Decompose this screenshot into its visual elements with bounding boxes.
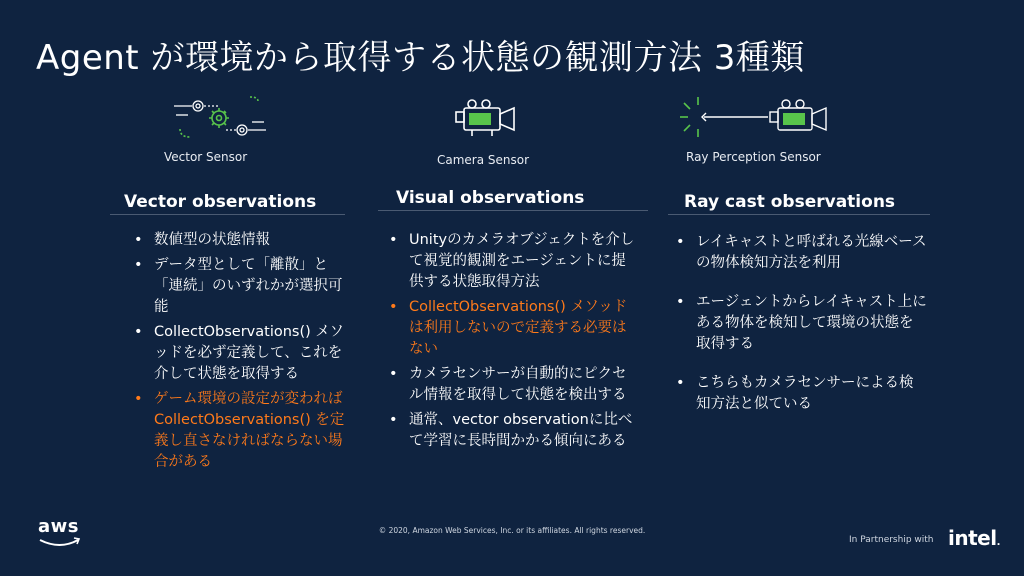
ray-camera-icon xyxy=(676,95,836,141)
intel-logo-text: intel xyxy=(948,526,997,550)
list-item-highlight: • ゲーム環境の設定が変われば CollectObservations() を定義し直さなければならない場合がある xyxy=(130,389,348,473)
vector-heading-divider xyxy=(110,214,345,215)
aws-smile-icon xyxy=(38,537,82,549)
aws-logo-text: aws xyxy=(38,516,79,537)
gear-network-icon xyxy=(170,95,270,145)
visual-observations-heading: Visual observations xyxy=(396,188,585,208)
list-item: • エージェントからレイキャスト上にある物体を検知して環境の状態を取得する xyxy=(672,292,927,355)
vector-bullet-list xyxy=(130,230,348,477)
list-item: • 数値型の状態情報 xyxy=(130,230,348,251)
visual-heading-divider xyxy=(378,210,648,211)
list-item: • Unityのカメラオブジェクトを介して視覚的観測をエージェントに提供する状態取得方法 xyxy=(385,230,640,293)
camera-icon xyxy=(452,98,522,138)
vector-observations-heading: Vector observations xyxy=(124,192,317,212)
list-item: • こちらもカメラセンサーによる検知方法と似ている xyxy=(672,373,927,415)
list-item: • CollectObservations() メソッドを必ず定義して、これを介して状態を取得する xyxy=(130,322,348,385)
ray-sensor-label: Ray Perception Sensor xyxy=(686,150,821,164)
partnership-text: In Partnership with xyxy=(849,535,934,545)
list-item: • 通常、vector observationに比べて学習に長時間かかる傾向にある xyxy=(385,410,640,452)
vector-sensor-label: Vector Sensor xyxy=(164,150,248,164)
raycast-bullet-list xyxy=(672,232,927,433)
list-item: • データ型として「離散」と「連続」のいずれかが選択可能 xyxy=(130,255,348,318)
intel-logo: intel. xyxy=(948,526,1000,550)
list-item: • レイキャストと呼ばれる光線ベースの物体検知方法を利用 xyxy=(672,232,927,274)
raycast-heading-divider xyxy=(668,214,930,215)
page-title: Agent が環境から取得する状態の観測方法 3種類 xyxy=(36,38,805,78)
visual-bullet-list xyxy=(385,230,640,456)
list-item-highlight: • CollectObservations() メソッドは利用しないので定義する必要はない xyxy=(385,297,640,360)
raycast-observations-heading: Ray cast observations xyxy=(684,192,896,212)
list-item: • カメラセンサーが自動的にピクセル情報を取得して状態を検出する xyxy=(385,364,640,406)
copyright-text: © 2020, Amazon Web Services, Inc. or its affiliates. All rights reserved. xyxy=(378,526,646,535)
camera-sensor-label: Camera Sensor xyxy=(437,153,530,167)
